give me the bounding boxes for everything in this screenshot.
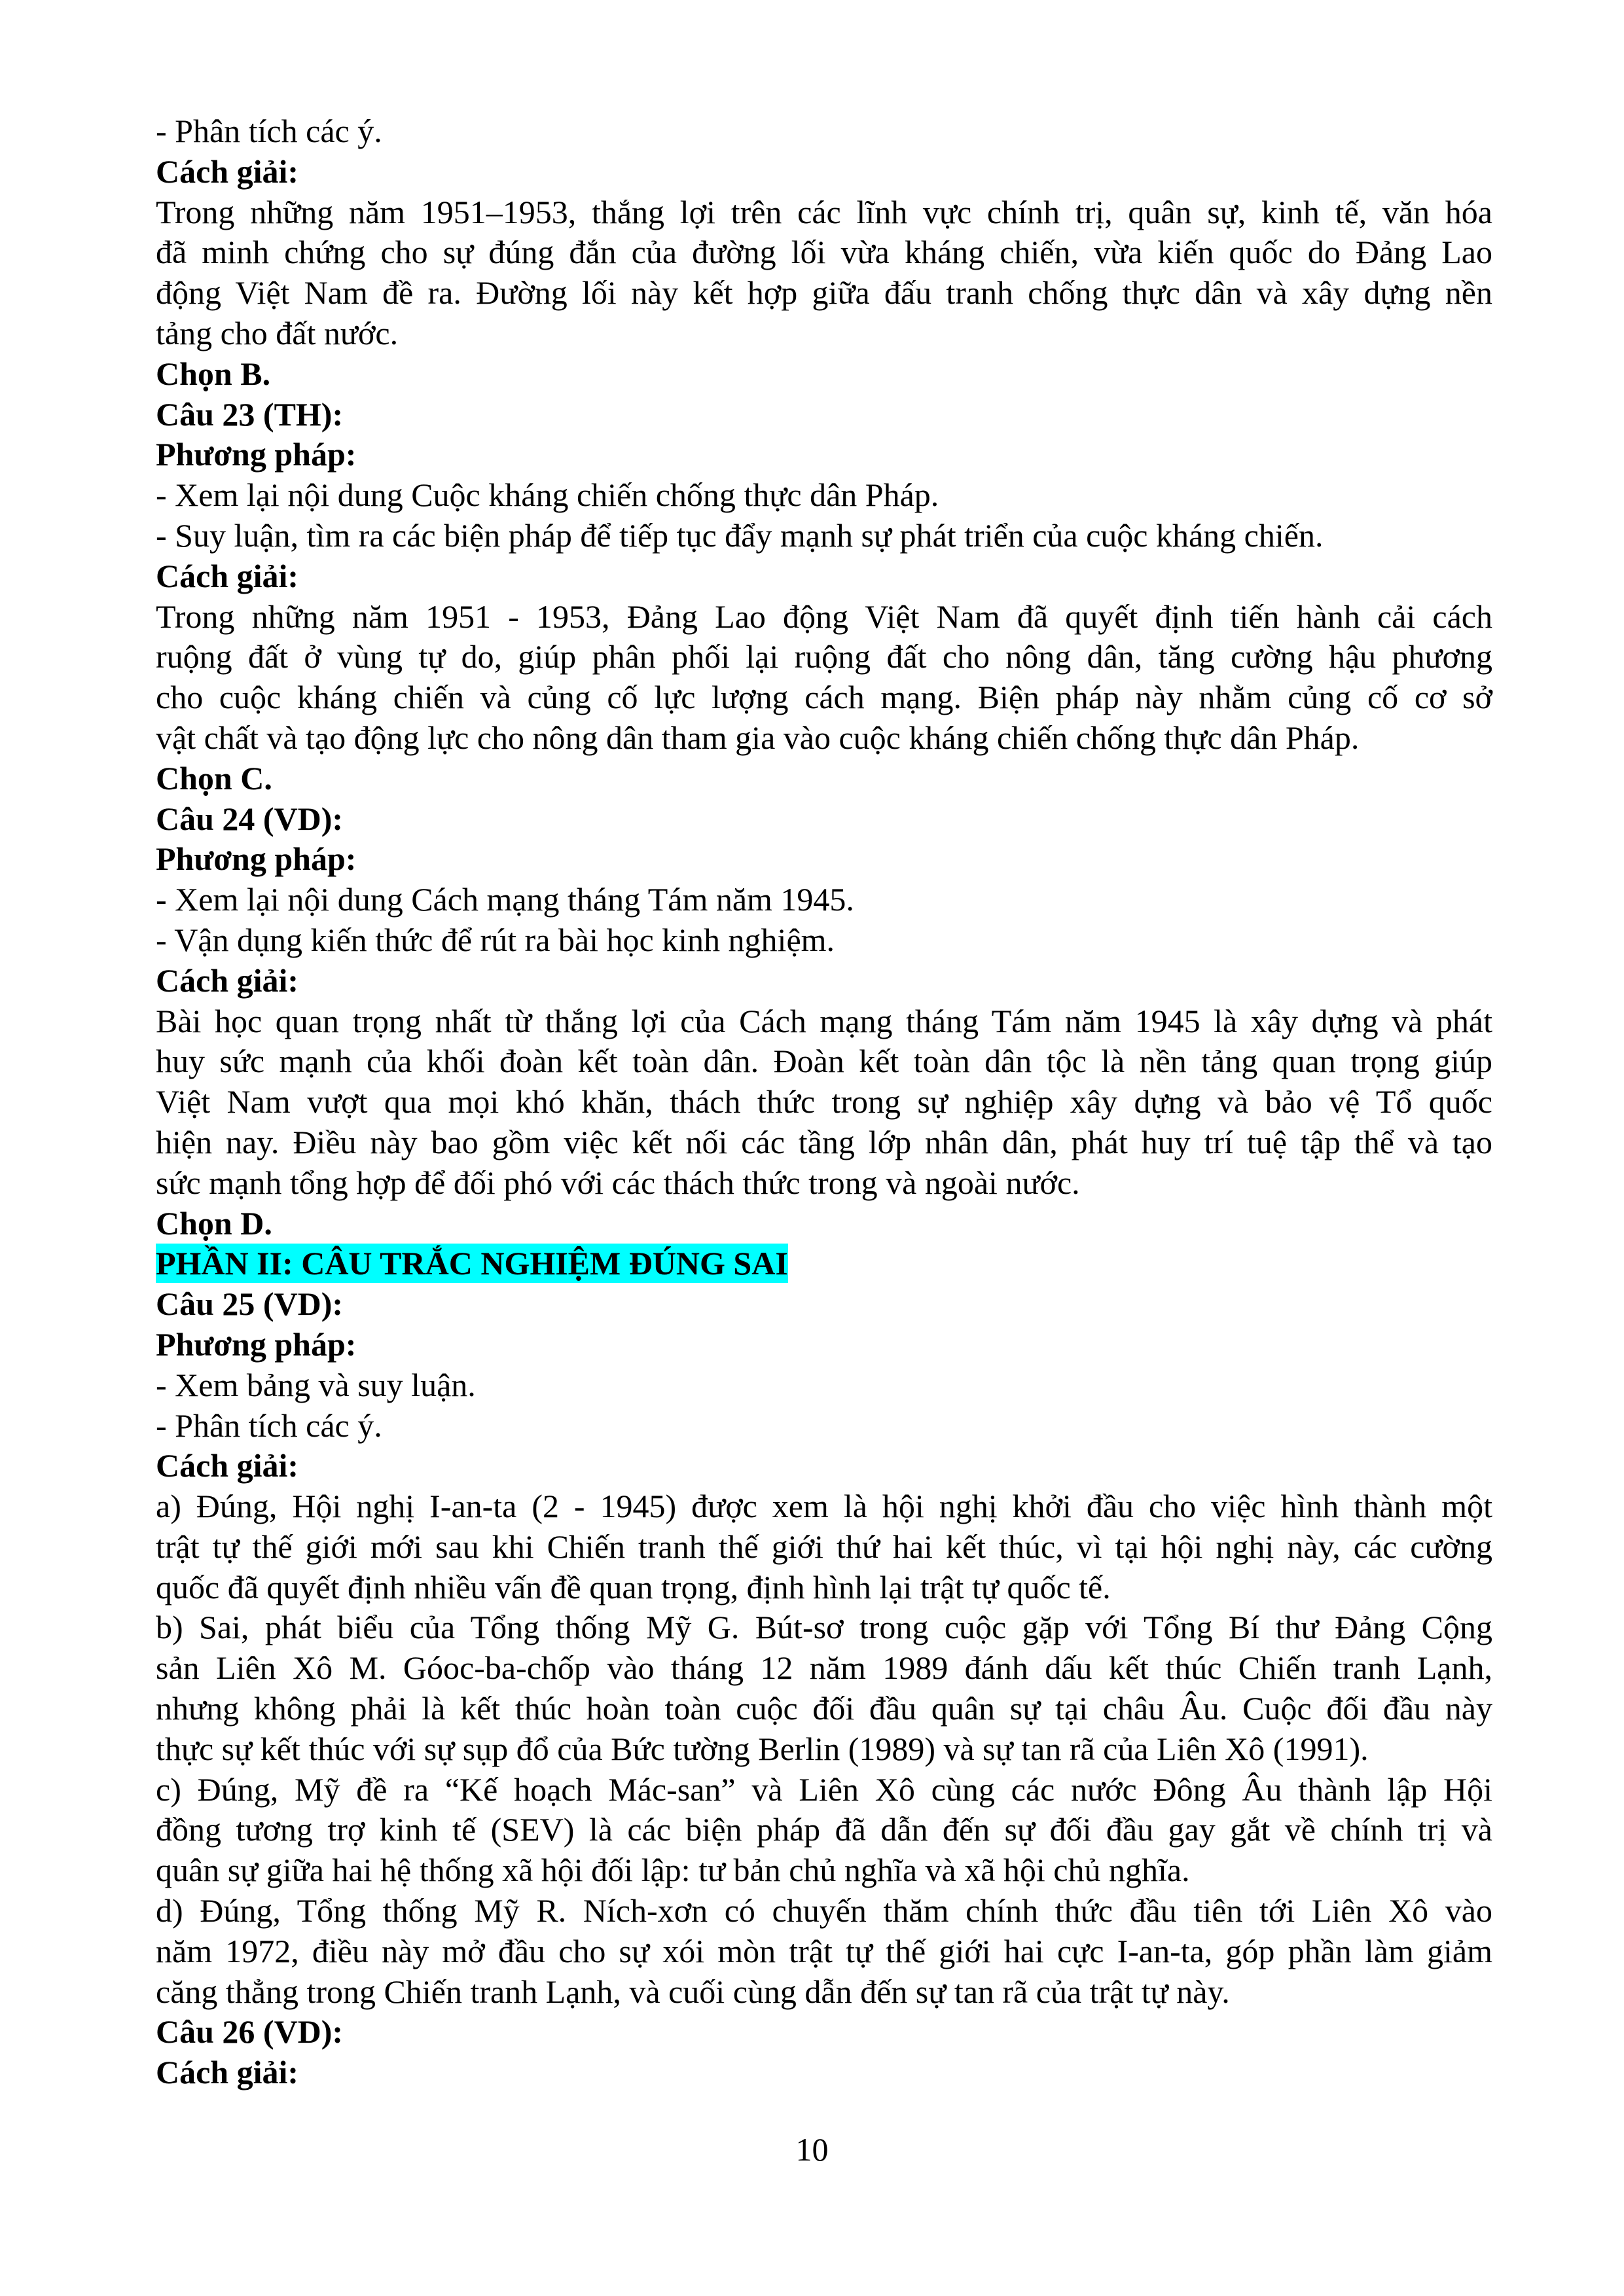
heading-line: Phương pháp: xyxy=(156,840,357,878)
heading-line: Chọn D. xyxy=(156,1204,272,1242)
highlighted-section-title: PHẦN II: CÂU TRẮC NGHIỆM ĐÚNG SAI xyxy=(156,1245,788,1282)
text-line: sản Liên Xô M. Góoc-ba-chốp vào tháng 12 năm 1989 đánh dấu kết thúc Chiến tranh Lạnh, xyxy=(156,1649,1492,1687)
text-line: Trong những năm 1951 - 1953, Đảng Lao động Việt Nam đã quyết định tiến hành cải cách xyxy=(156,598,1492,635)
text-line: năm 1972, điều này mở đầu cho sự xói mòn trật tự thế giới hai cực I-an-ta, góp phần làm giảm xyxy=(156,1932,1492,1969)
text-line: quân sự giữa hai hệ thống xã hội đối lập: tư bản chủ nghĩa và xã hội chủ nghĩa. xyxy=(156,1852,1190,1889)
text-line: Việt Nam vượt qua mọi khó khăn, thách thức trong sự nghiệp xây dựng và bảo vệ Tổ quốc xyxy=(156,1083,1492,1121)
heading-line: Cách giải: xyxy=(156,1447,299,1484)
text-line: quốc đã quyết định nhiều vấn đề quan trọng, định hình lại trật tự quốc tế. xyxy=(156,1568,1111,1605)
document-body xyxy=(156,111,1492,2093)
heading-line: Câu 23 (TH): xyxy=(156,395,344,433)
text-line: đồng tương trợ kinh tế (SEV) là các biện pháp đã dẫn đến sự đối đầu gay gắt về chính trị và xyxy=(156,1811,1492,1848)
text-line: Bài học quan trọng nhất từ thắng lợi của Cách mạng tháng Tám năm 1945 là xây dựng và phát xyxy=(156,1002,1492,1039)
text-line: sức mạnh tổng hợp để đối phó với các thách thức trong và ngoài nước. xyxy=(156,1164,1080,1201)
text-line: b) Sai, phát biểu của Tổng thống Mỹ G. Bút-sơ trong cuộc gặp với Tổng Bí thư Đảng Cộng xyxy=(156,1609,1492,1646)
heading-line: Phương pháp: xyxy=(156,1325,357,1363)
heading-line: Phương pháp: xyxy=(156,436,357,473)
heading-line: Câu 26 (VD): xyxy=(156,2013,344,2051)
text-line: a) Đúng, Hội nghị I-an-ta (2 - 1945) được xem là hội nghị khởi đầu cho việc hình thành một xyxy=(156,1488,1492,1525)
page-number: 10 xyxy=(795,2131,829,2168)
text-line: tảng cho đất nước. xyxy=(156,314,399,351)
heading-line: Câu 25 (VD): xyxy=(156,1285,344,1323)
section-heading xyxy=(156,1244,1492,1284)
text-line: - Xem lại nội dung Cuộc kháng chiến chống thực dân Pháp. xyxy=(156,476,939,514)
text-line: - Phân tích các ý. xyxy=(156,1407,382,1444)
text-line: trật tự thế giới mới sau khi Chiến tranh thế giới thứ hai kết thúc, vì tại hội nghị này, các cường xyxy=(156,1528,1492,1565)
text-line: huy sức mạnh của khối đoàn kết toàn dân. Đoàn kết toàn dân tộc là nền tảng quan trọng giúp xyxy=(156,1043,1492,1080)
heading-line: Cách giải: xyxy=(156,152,299,190)
heading-line: Câu 24 (VD): xyxy=(156,800,344,837)
text-line: hiện nay. Điều này bao gồm việc kết nối các tầng lớp nhân dân, phát huy trí tuệ tập thể và tạo xyxy=(156,1123,1492,1160)
text-line: ruộng đất ở vùng tự do, giúp phân phối lại ruộng đất cho nông dân, tăng cường hậu phương xyxy=(156,638,1492,675)
heading-line: Chọn B. xyxy=(156,355,271,392)
text-line: động Việt Nam đề ra. Đường lối này kết hợp giữa đấu tranh chống thực dân và xây dựng nền xyxy=(156,274,1492,312)
text-line: cho cuộc kháng chiến và củng cố lực lượng cách mạng. Biện pháp này nhằm củng cố cơ sở xyxy=(156,679,1492,716)
heading-line: Chọn C. xyxy=(156,759,272,797)
text-line: nhưng không phải là kết thúc hoàn toàn cuộc đối đầu quân sự tại châu Âu. Cuộc đối đầu này xyxy=(156,1690,1492,1727)
heading-line: Cách giải: xyxy=(156,557,299,594)
text-line: đã minh chứng cho sự đúng đắn của đường lối vừa kháng chiến, vừa kiến quốc do Đảng Lao xyxy=(156,234,1492,271)
text-line: d) Đúng, Tổng thống Mỹ R. Ních-xơn có chuyến thăm chính thức đầu tiên tới Liên Xô vào xyxy=(156,1892,1492,1929)
text-line: Trong những năm 1951–1953, thắng lợi trên các lĩnh vực chính trị, quân sự, kinh tế, văn hóa xyxy=(156,193,1492,230)
text-line: thực sự kết thúc với sự sụp đổ của Bức tường Berlin (1989) và sự tan rã của Liên Xô (1991). xyxy=(156,1730,1369,1767)
text-line: vật chất và tạo động lực cho nông dân tham gia vào cuộc kháng chiến chống thực dân Pháp. xyxy=(156,719,1360,756)
text-line: - Xem lại nội dung Cách mạng tháng Tám năm 1945. xyxy=(156,881,854,918)
text-line: - Phân tích các ý. xyxy=(156,113,382,149)
text-line: - Vận dụng kiến thức để rút ra bài học kinh nghiệm. xyxy=(156,921,835,958)
heading-line: Cách giải: xyxy=(156,2054,299,2091)
text-line: c) Đúng, Mỹ đề ra “Kế hoạch Mác-san” và Liên Xô cùng các nước Đông Âu thành lập Hội xyxy=(156,1770,1492,1808)
text-line: - Suy luận, tìm ra các biện pháp để tiếp tục đẩy mạnh sự phát triển của cuộc kháng chiến. xyxy=(156,516,1324,554)
text-line: căng thẳng trong Chiến tranh Lạnh, và cuối cùng dẫn đến sự tan rã của trật tự này. xyxy=(156,1973,1230,2010)
text-line: - Xem bảng và suy luận. xyxy=(156,1366,476,1403)
heading-line: Cách giải: xyxy=(156,961,299,999)
